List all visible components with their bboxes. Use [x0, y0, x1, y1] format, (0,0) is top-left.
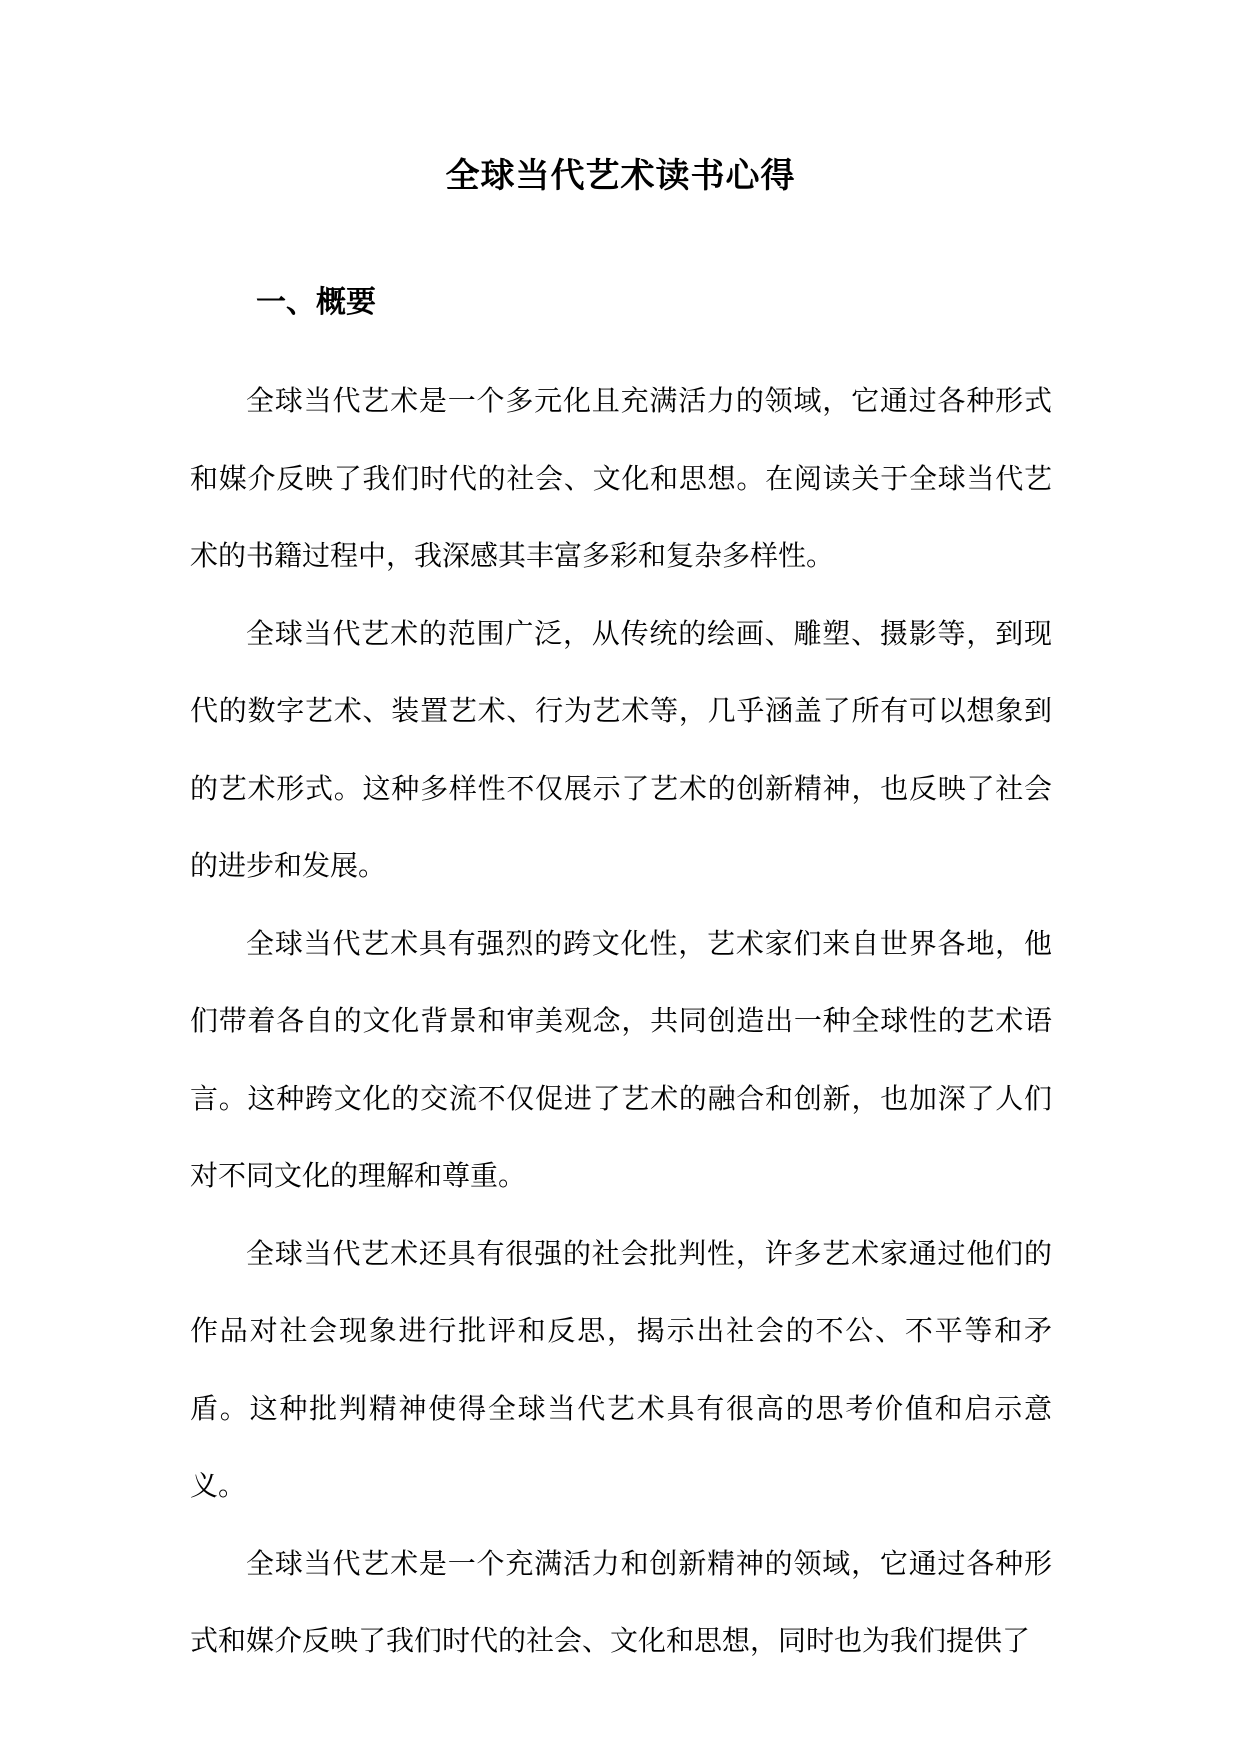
section-heading-overview: 一、概要	[256, 285, 376, 320]
paragraph: 全球当代艺术的范围广泛，从传统的绘画、雕塑、摄影等，到现代的数字艺术、装置艺术、行为艺术等，几乎涵盖了所有可以想象到的艺术形式。这种多样性不仅展示了艺术的创新精神，也反映了社会的进步和发展。	[190, 616, 1052, 882]
paragraph: 全球当代艺术是一个充满活力和创新精神的领域，它通过各种形式和媒介反映了我们时代的社会、文化和思想，同时也为我们提供了	[190, 1546, 1052, 1657]
paragraph: 全球当代艺术具有强烈的跨文化性，艺术家们来自世界各地，他们带着各自的文化背景和审美观念，共同创造出一种全球性的艺术语言。这种跨文化的交流不仅促进了艺术的融合和创新，也加深了人们对不同文化的理解和尊重。	[190, 926, 1052, 1192]
paragraph: 全球当代艺术是一个多元化且充满活力的领域，它通过各种形式和媒介反映了我们时代的社会、文化和思想。在阅读关于全球当代艺术的书籍过程中，我深感其丰富多彩和复杂多样性。	[190, 384, 1052, 572]
paragraph: 全球当代艺术还具有很强的社会批判性，许多艺术家通过他们的作品对社会现象进行批评和反思，揭示出社会的不公、不平等和矛盾。这种批判精神使得全球当代艺术具有很高的思考价值和启示意义。	[190, 1236, 1052, 1502]
section-body	[190, 362, 1052, 1680]
document-title: 全球当代艺术读书心得	[445, 156, 796, 196]
